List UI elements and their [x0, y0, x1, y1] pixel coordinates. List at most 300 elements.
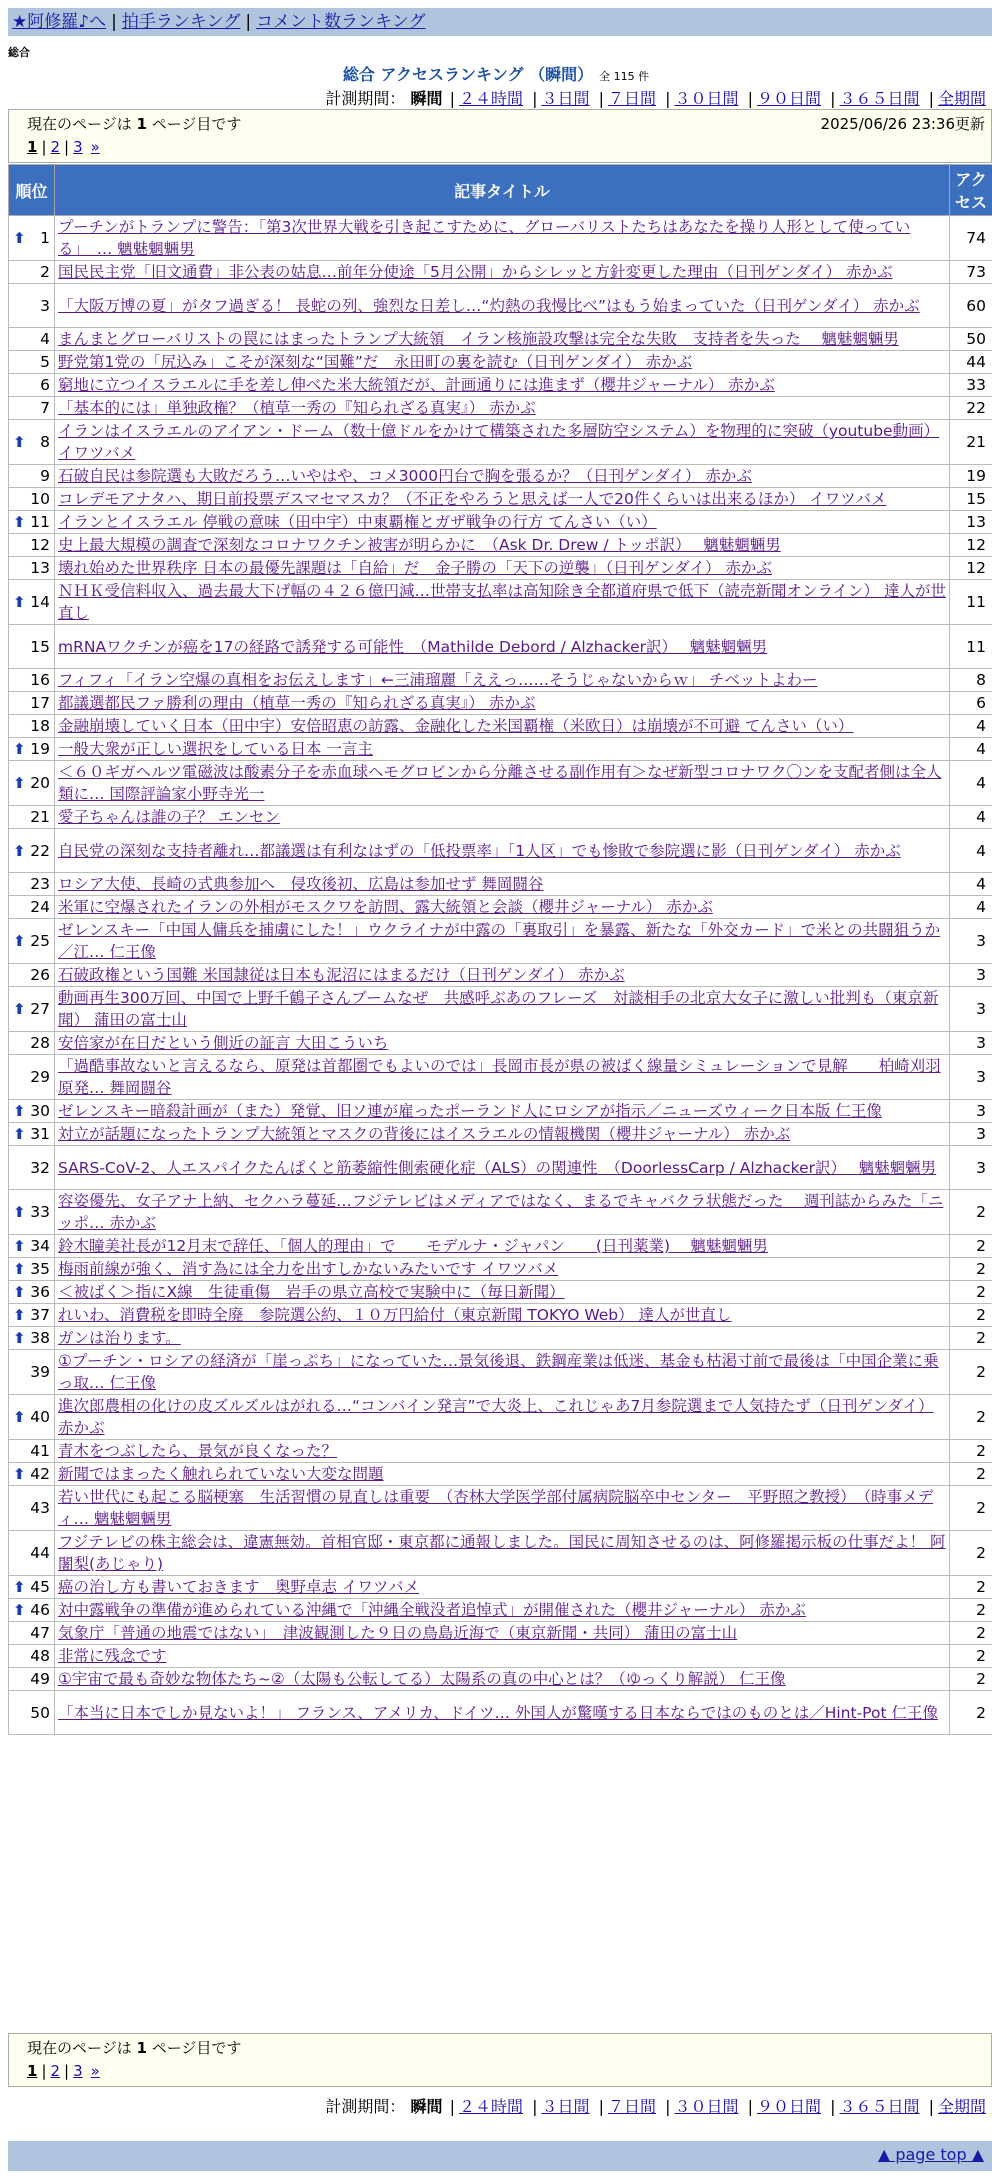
table-row [9, 1123, 992, 1146]
rank-up-arrow-icon: ⬆ [13, 1260, 26, 1278]
table-row [9, 1645, 992, 1668]
access-count: 2 [950, 1645, 992, 1668]
rank-cell [9, 829, 55, 873]
rank-number: 13 [30, 559, 50, 577]
table-row [9, 715, 992, 738]
period-link-all[interactable]: 全期間 [937, 2097, 986, 2116]
rank-number: 12 [30, 536, 50, 554]
rank-cell [9, 1146, 55, 1190]
rank-cell [9, 1350, 55, 1395]
pager-page-3[interactable]: 3 [73, 2062, 83, 2080]
article-link[interactable]: 容姿優先、女子アナ上納、セクハラ蔓延…フジテレビはメディアではなく、まるでキャバクラ状態だった 週刊誌からみた「ニッポ… 赤かぶ [58, 1192, 944, 1232]
rank-cell [9, 557, 55, 580]
rank-up-arrow-icon: ⬆ [13, 774, 26, 792]
article-link[interactable]: 青木をつぶしたら、景気が良くなった？ [58, 1442, 338, 1460]
top-nav-bar [8, 8, 992, 36]
table-row [9, 829, 992, 873]
rank-cell [9, 1032, 55, 1055]
period-label: 計測期間： [325, 89, 406, 108]
rank-number: 32 [30, 1158, 50, 1177]
page-title-text: 総合 アクセスランキング （瞬間） [342, 65, 594, 84]
rank-up-arrow-icon: ⬆ [13, 513, 26, 531]
table-row [9, 1463, 992, 1486]
rank-number: 8 [40, 433, 50, 451]
rank-number: 27 [30, 1000, 50, 1018]
rank-cell [9, 374, 55, 397]
table-row [9, 534, 992, 557]
rank-number: 29 [30, 1068, 50, 1086]
rank-number: 5 [40, 353, 50, 371]
table-row [9, 1350, 992, 1395]
rank-cell [9, 625, 55, 669]
rank-cell [9, 1599, 55, 1622]
article-link[interactable]: 「基本的には」単独政権？（植草一秀の『知られざる真実』） 赤かぶ [58, 399, 536, 417]
table-row [9, 488, 992, 511]
rank-cell [9, 692, 55, 715]
table-row [9, 625, 992, 669]
rank-cell [9, 465, 55, 488]
access-count: 2 [950, 1327, 992, 1350]
article-link[interactable]: 「過酷事故ないと言えるなら、原発は首都圏でもよいのでは」長岡市長が県の被ばく線量シミュレーションで見解 柏崎刈羽原発… 舞岡闘谷 [58, 1057, 941, 1097]
page-info-number: 1 [136, 115, 147, 133]
article-link[interactable]: フジテレビの株主総会は、違憲無効。首相官邸・東京都に通報しました。国民に周知させるのは、阿修羅掲示板の仕事だよ！ 阿闍梨(あじゃり) [58, 1533, 946, 1573]
access-count: 2 [950, 1622, 992, 1645]
article-link[interactable]: 安倍家が在日だという側近の証言 大田こういち [58, 1034, 389, 1052]
title-cell [55, 1146, 950, 1190]
rank-cell [9, 1531, 55, 1576]
rank-cell [9, 1235, 55, 1258]
rank-number: 16 [30, 671, 50, 689]
article-link[interactable]: ①宇宙で最も奇妙な物体たち~②（太陽も公転してる）太陽系の真の中心とは？（ゆっくり解説） 仁王像 [58, 1670, 786, 1688]
title-cell [55, 216, 950, 261]
period-link-7d[interactable]: ７日間 [607, 89, 656, 108]
period-link-3d[interactable]: ３日間 [541, 89, 590, 108]
title-cell [55, 625, 950, 669]
rank-number: 17 [30, 694, 50, 712]
article-link[interactable]: まんまとグローバリストの罠にはまったトランプ大統領 イラン核施設攻撃は完全な失敗 支持者を失った 魑魅魍魎男 [58, 330, 899, 348]
rank-cell [9, 1486, 55, 1531]
link-asyura-home[interactable]: ★阿修羅♪へ [12, 12, 107, 32]
article-link[interactable]: 対立が話題になったトランプ大統領とマスクの背後にはイスラエルの情報機関（櫻井ジャーナル） 赤かぶ [58, 1125, 791, 1143]
access-count: 4 [950, 715, 992, 738]
article-link[interactable]: 「大阪万博の夏」がタフ過ぎる！ 長蛇の列、強烈な日差し…“灼熱の我慢比べ”はもう始まっていた（日刊ゲンダイ） 赤かぶ [58, 296, 920, 315]
title-cell [55, 1440, 950, 1463]
table-row [9, 1304, 992, 1327]
period-link-7d[interactable]: ７日間 [607, 2097, 656, 2116]
access-count: 11 [950, 625, 992, 669]
table-row [9, 1599, 992, 1622]
title-cell [55, 1395, 950, 1440]
ranking-table-body [9, 216, 992, 1735]
pager-next[interactable]: » [90, 138, 100, 156]
article-link[interactable]: 窮地に立つイスラエルに手を差し伸べた米大統領だが、計画通りには進まず（櫻井ジャーナル） 赤かぶ [58, 376, 775, 394]
article-link[interactable]: ガンは治ります。 [58, 1329, 181, 1347]
period-selector-top: 計測期間： 瞬間 | ２４時間 | ３日間 | ７日間 | ３０日間 | ９０日間 | ３６５日間 | 全期間 [325, 89, 986, 108]
rank-up-arrow-icon: ⬆ [13, 1465, 26, 1483]
rank-cell [9, 534, 55, 557]
pager-page-3[interactable]: 3 [73, 138, 83, 156]
article-link[interactable]: イランはイスラエルのアイアン・ドーム（数十億ドルをかけて構築された多層防空システム）を物理的に突破（youtube動画） イワツバメ [58, 422, 940, 462]
article-link[interactable]: 非常に残念です [58, 1647, 167, 1665]
article-link[interactable]: 癌の治し方も書いておきます 奥野卓志 イワツバメ [58, 1578, 420, 1596]
title-cell [55, 1645, 950, 1668]
article-link[interactable]: 壊れ始めた世界秩序 日本の最優先課題は「自給」だ 金子勝の「天下の逆襲」（日刊ゲンダイ） 赤かぶ [58, 559, 772, 577]
article-link[interactable]: 一般大衆が正しい選択をしている日本 一言主 [58, 740, 373, 758]
article-link[interactable]: 鈴木瞳美社長が12月末で辞任、「個人的理由」で モデルナ・ジャパン (日刊薬業) 魑魅魍魎男 [58, 1237, 768, 1255]
rank-number: 42 [30, 1465, 50, 1483]
rank-number: 6 [40, 376, 50, 394]
rank-cell [9, 896, 55, 919]
table-row [9, 1531, 992, 1576]
article-link[interactable]: 新聞ではまったく触れられていない大変な問題 [58, 1465, 384, 1483]
period-link-24h[interactable]: ２４時間 [458, 89, 523, 108]
article-link[interactable]: 都議選都民ファ勝利の理由（植草一秀の『知られざる真実』） 赤かぶ [58, 694, 536, 712]
table-row [9, 669, 992, 692]
rank-number: 1 [40, 229, 50, 247]
access-count: 4 [950, 806, 992, 829]
rank-number: 48 [30, 1647, 50, 1665]
access-count: 12 [950, 534, 992, 557]
title-cell [55, 1531, 950, 1576]
total-count: 全 115 件 [599, 70, 650, 83]
nav-separator: | [245, 12, 252, 32]
article-link[interactable]: ＜６０ギガヘルツ電磁波は酸素分子を赤血球ヘモグロビンから分離させる副作用有＞なぜ新型コロナワク〇ンを支配者側は全人類に… 国際評論家小野寺光一 [58, 763, 942, 803]
title-cell [55, 1350, 950, 1395]
rank-cell [9, 1100, 55, 1123]
page-title [0, 62, 992, 85]
rank-cell [9, 669, 55, 692]
table-row [9, 1576, 992, 1599]
table-row [9, 465, 992, 488]
article-link[interactable]: 国民民主党「旧文通費」非公表の姑息…前年分使途「5月公開」からシレッと方針変更した理由（日刊ゲンダイ） 赤かぶ [58, 263, 893, 281]
article-link[interactable]: れいわ、消費税を即時全廃 参院選公約、１０万円給付（東京新聞 TOKYO Web） 達人が世直し [58, 1306, 732, 1324]
link-comment-ranking[interactable]: コメント数ランキング [256, 12, 426, 32]
rank-number: 34 [30, 1237, 50, 1255]
rank-cell [9, 328, 55, 351]
rank-number: 26 [30, 966, 50, 984]
pager-page-2[interactable]: 2 [50, 138, 61, 156]
period-link-90d[interactable]: ９０日間 [756, 89, 821, 108]
rank-cell [9, 1622, 55, 1645]
table-row [9, 964, 992, 987]
table-row [9, 1668, 992, 1691]
access-count: 2 [950, 1350, 992, 1395]
page-top-link[interactable]: ▲ page top ▲ [877, 2145, 984, 2164]
period-link-365d[interactable]: ３６５日間 [839, 89, 920, 108]
access-count: 2 [950, 1304, 992, 1327]
rank-number: 9 [40, 467, 50, 485]
article-link[interactable]: 石破自民は参院選も大敗だろう…いやはや、コメ3000円台で胸を張るか？（日刊ゲンダイ） 赤かぶ [58, 467, 752, 485]
access-count: 3 [950, 1100, 992, 1123]
title-cell [55, 1100, 950, 1123]
access-count: 2 [950, 1486, 992, 1531]
link-applause-ranking[interactable]: 拍手ランキング [121, 12, 241, 32]
access-count: 4 [950, 829, 992, 873]
article-link[interactable]: 史上最大規模の調査で深刻なコロナワクチン被害が明らかに （Ask Dr. Drew / トッポ訳） 魑魅魍魎男 [58, 536, 781, 554]
rank-up-arrow-icon: ⬆ [13, 229, 26, 247]
access-count: 15 [950, 488, 992, 511]
header-access: アクセス [950, 165, 992, 216]
rank-cell [9, 1123, 55, 1146]
page-info-suffix: ページ目です [151, 115, 242, 133]
rank-number: 35 [30, 1260, 50, 1278]
table-row [9, 1281, 992, 1304]
access-count: 3 [950, 1032, 992, 1055]
article-link[interactable]: ＜被ばく＞指にX線 生徒重傷 岩手の県立高校で実験中に（毎日新聞） [58, 1283, 565, 1301]
article-link[interactable]: 自民党の深刻な支持者離れ…都議選は有利なはずの「低投票率」「1人区」でも惨敗で参院選に影（日刊ゲンダイ） 赤かぶ [58, 841, 901, 860]
article-link[interactable]: 米軍に空爆されたイランの外相がモスクワを訪問、露大統領と会談（櫻井ジャーナル） 赤かぶ [58, 898, 713, 916]
rank-number: 50 [30, 1703, 50, 1722]
rank-up-arrow-icon: ⬆ [13, 1408, 26, 1426]
table-row [9, 761, 992, 806]
rank-number: 37 [30, 1306, 50, 1324]
access-count: 60 [950, 284, 992, 328]
period-link-30d[interactable]: ３０日間 [674, 89, 739, 108]
article-link[interactable]: 気象庁「普通の地震ではない」 津波観測した９日の鳥島近海で（東京新聞・共同） 蒲田の富士山 [58, 1624, 738, 1642]
rank-number: 11 [30, 513, 50, 531]
article-link[interactable]: 石破政権という国難 米国隷従は日本も泥沼にはまるだけ（日刊ゲンダイ） 赤かぶ [58, 966, 625, 984]
period-link-365d[interactable]: ３６５日間 [839, 2097, 920, 2116]
table-row [9, 1440, 992, 1463]
rank-number: 14 [30, 593, 50, 611]
rank-up-arrow-icon: ⬆ [13, 1578, 26, 1596]
rank-up-arrow-icon: ⬆ [13, 593, 26, 611]
article-link[interactable]: 梅雨前線が強く、消す為には全力を出すしかないみたいです イワツバメ [58, 1260, 559, 1278]
title-cell [55, 873, 950, 896]
title-cell [55, 1599, 950, 1622]
access-count: 2 [950, 1440, 992, 1463]
title-cell [55, 1304, 950, 1327]
rank-up-arrow-icon: ⬆ [13, 740, 26, 758]
table-row [9, 511, 992, 534]
rank-number: 23 [30, 875, 50, 893]
period-current: 瞬間 [410, 2097, 443, 2116]
rank-cell [9, 580, 55, 625]
article-link[interactable]: ＮＨＫ受信料収入、過去最大下げ幅の４２６億円減…世帯支払率は高知除き全都道府県で低下（読売新聞オンライン） 達人が世直し [58, 582, 946, 622]
rank-number: 41 [30, 1442, 50, 1460]
article-link[interactable]: 動画再生300万回、中国で上野千鶴子さんブームなぜ 共感呼ぶあのフレーズ 対談相手の北京大女子に激しい批判も（東京新聞） 蒲田の富士山 [58, 989, 939, 1029]
rank-number: 4 [40, 330, 50, 348]
rank-cell [9, 261, 55, 284]
article-link[interactable]: フィフィ「イラン空爆の真相をお伝えします」←三浦瑠麗「ええっ……そうじゃないからｗ」 チベットよわー [58, 671, 818, 689]
rank-number: 21 [30, 808, 50, 826]
rank-cell [9, 806, 55, 829]
title-cell [55, 328, 950, 351]
article-link[interactable]: ゼレンスキー「中国人傭兵を捕虜にした！」ウクライナが中露の「裏取引」を暴露、新たな「外交カード」で米との共闘狙うか／江… 仁王像 [58, 921, 941, 961]
table-row [9, 580, 992, 625]
access-count: 33 [950, 374, 992, 397]
header-rank: 順位 [9, 165, 55, 216]
rank-cell [9, 1691, 55, 1735]
access-count: 6 [950, 692, 992, 715]
rank-up-arrow-icon: ⬆ [13, 1306, 26, 1324]
access-count: 44 [950, 351, 992, 374]
rank-number: 24 [30, 898, 50, 916]
title-cell [55, 806, 950, 829]
rank-number: 25 [30, 932, 50, 950]
access-count: 2 [950, 1531, 992, 1576]
title-cell [55, 1486, 950, 1531]
title-cell [55, 1668, 950, 1691]
title-cell [55, 761, 950, 806]
title-cell [55, 1463, 950, 1486]
period-link-90d[interactable]: ９０日間 [756, 2097, 821, 2116]
rank-number: 30 [30, 1102, 50, 1120]
title-cell [55, 669, 950, 692]
rank-number: 46 [30, 1601, 50, 1619]
article-link[interactable]: mRNAワクチンが癌を17の経路で誘発する可能性 （Mathilde Debord / Alzhacker訳） 魑魅魍魎男 [58, 637, 768, 656]
article-link[interactable]: イランとイスラエル 停戦の意味（田中宇）中東覇権とガザ戦争の行方 てんさい（い） [58, 513, 657, 531]
table-row [9, 987, 992, 1032]
updated-timestamp: 2025/06/26 23:36更新 [820, 115, 985, 133]
rank-cell [9, 738, 55, 761]
access-count: 3 [950, 987, 992, 1032]
access-count: 11 [950, 580, 992, 625]
table-row [9, 1032, 992, 1055]
pager: 1 | 2 | 3 » [27, 138, 100, 156]
pager-next[interactable]: » [90, 2062, 100, 2080]
title-cell [55, 374, 950, 397]
period-link-3d[interactable]: ３日間 [541, 2097, 590, 2116]
article-link[interactable]: 「本当に日本でしか見ないよ！」 フランス、アメリカ、ドイツ… 外国人が驚嘆する日本ならではのものとは／Hint-Pot 仁王像 [58, 1703, 938, 1722]
rank-cell [9, 1281, 55, 1304]
article-link[interactable]: ロシア大使、長崎の式典参加へ 侵攻後初、広島は参加せず 舞岡闘谷 [58, 875, 544, 893]
period-link-30d[interactable]: ３０日間 [674, 2097, 739, 2116]
table-row [9, 328, 992, 351]
article-link[interactable]: コレデモアナタハ、期日前投票デスマセマスカ？（不正をやろうと思えば一人で20件くらいは出来るほか） イワツバメ [58, 490, 887, 508]
rank-up-arrow-icon: ⬆ [13, 932, 26, 950]
article-link[interactable]: SARS-CoV-2、人エスパイクたんぱくと筋萎縮性側索硬化症（ALS）の関連性 （DoorlessCarp / Alzhacker訳） 魑魅魍魎男 [58, 1158, 937, 1177]
rank-number: 49 [30, 1670, 50, 1688]
access-count: 4 [950, 738, 992, 761]
rank-number: 10 [30, 490, 50, 508]
access-count: 73 [950, 261, 992, 284]
access-count: 21 [950, 420, 992, 465]
rank-up-arrow-icon: ⬆ [13, 1102, 26, 1120]
article-link[interactable]: 愛子ちゃんは誰の子？ エンセン [58, 808, 280, 826]
title-cell [55, 511, 950, 534]
rank-number: 2 [40, 263, 50, 281]
rank-number: 47 [30, 1624, 50, 1642]
access-count: 4 [950, 873, 992, 896]
table-row [9, 420, 992, 465]
article-link[interactable]: 若い世代にも起こる脳梗塞 生活習慣の見直しは重要 （杏林大学医学部付属病院脳卒中センター 平野照之教授） （時事メディ… 魑魅魍魎男 [58, 1488, 934, 1528]
rank-number: 28 [30, 1034, 50, 1052]
rank-up-arrow-icon: ⬆ [13, 841, 26, 860]
rank-up-arrow-icon: ⬆ [13, 1329, 26, 1347]
table-row [9, 1486, 992, 1531]
title-cell [55, 896, 950, 919]
article-link[interactable]: ①プーチン・ロシアの経済が「崖っぷち」になっていた…景気後退、鉄鋼産業は低迷、基金も枯渇寸前で最後は「中国企業に乗っ取… 仁王像 [58, 1352, 939, 1392]
rank-up-arrow-icon: ⬆ [13, 1000, 26, 1018]
period-link-all[interactable]: 全期間 [937, 89, 986, 108]
rank-cell [9, 216, 55, 261]
rank-cell [9, 1668, 55, 1691]
rank-number: 15 [30, 637, 50, 656]
rank-up-arrow-icon: ⬆ [13, 1203, 26, 1221]
title-cell [55, 465, 950, 488]
access-count: 13 [950, 511, 992, 534]
article-link[interactable]: ゼレンスキー暗殺計画が（また）発覚、旧ソ連が雇ったポーランド人にロシアが指示／ニューズウィーク日本版 仁王像 [58, 1102, 882, 1120]
access-count: 2 [950, 1668, 992, 1691]
title-cell [55, 580, 950, 625]
table-row [9, 692, 992, 715]
table-row [9, 873, 992, 896]
title-cell [55, 1235, 950, 1258]
page-info-top [8, 109, 992, 163]
page-info-suffix: ページ目です [151, 2039, 242, 2057]
title-cell [55, 261, 950, 284]
rank-number: 19 [30, 740, 50, 758]
title-cell [55, 397, 950, 420]
title-cell [55, 1055, 950, 1100]
rank-up-arrow-icon: ⬆ [13, 1125, 26, 1143]
article-link[interactable]: 金融崩壊していく日本（田中宇）安倍昭恵の訪露、金融化した米国覇権（米欧日）は崩壊が不可避 てんさい（い） [58, 717, 854, 735]
rank-number: 33 [30, 1203, 50, 1221]
table-header-row [9, 165, 992, 216]
article-link[interactable]: プーチンがトランプに警告：「第3次世界大戦を引き起こすために、グローバリストたちはあなたを操り人形として使っている」 … 魑魅魍魎男 [58, 218, 911, 258]
rank-number: 22 [30, 841, 50, 860]
title-cell [55, 557, 950, 580]
page-info-number: 1 [136, 2039, 147, 2057]
table-row [9, 557, 992, 580]
rank-number: 44 [30, 1544, 50, 1562]
title-cell [55, 1576, 950, 1599]
table-row [9, 919, 992, 964]
table-row [9, 1258, 992, 1281]
rank-number: 39 [30, 1363, 50, 1381]
article-link[interactable]: 対中露戦争の準備が進められている沖縄で「沖縄全戦没者追悼式」が開催された（櫻井ジャーナル） 赤かぶ [58, 1601, 806, 1619]
period-link-24h[interactable]: ２４時間 [458, 2097, 523, 2116]
rank-cell [9, 1645, 55, 1668]
table-row [9, 1055, 992, 1100]
table-row [9, 1327, 992, 1350]
access-count: 4 [950, 896, 992, 919]
access-count: 74 [950, 216, 992, 261]
access-count: 2 [950, 1599, 992, 1622]
period-selector-bottom: 計測期間： 瞬間 | ２４時間 | ３日間 | ７日間 | ３０日間 | ９０日間 | ３６５日間 | 全期間 [325, 2097, 986, 2116]
page-info-prefix: 現在のページは [27, 2039, 132, 2057]
pager: 1 | 2 | 3 » [27, 2062, 100, 2080]
rank-cell [9, 284, 55, 328]
article-link[interactable]: 進次郎農相の化けの皮ズルズルはがれる…“コンバイン発言”で大炎上、これじゃあ7月参院選まで人気持たず（日刊ゲンダイ） 赤かぶ [58, 1397, 934, 1437]
footer-bar [8, 2141, 992, 2171]
rank-cell [9, 1304, 55, 1327]
table-row [9, 261, 992, 284]
table-row [9, 1691, 992, 1735]
rank-cell [9, 1258, 55, 1281]
access-count: 19 [950, 465, 992, 488]
article-link[interactable]: 野党第1党の「尻込み」こそが深刻な“国難”だ 永田町の裏を読む（日刊ゲンダイ） 赤かぶ [58, 353, 693, 371]
period-current: 瞬間 [410, 89, 443, 108]
category-label: 総合 [8, 46, 30, 59]
rank-number: 20 [30, 774, 50, 792]
title-cell [55, 987, 950, 1032]
header-title: 記事タイトル [55, 165, 950, 216]
table-row [9, 397, 992, 420]
table-row [9, 1622, 992, 1645]
pager-page-2[interactable]: 2 [50, 2062, 61, 2080]
rank-cell [9, 488, 55, 511]
access-count: 3 [950, 964, 992, 987]
rank-up-arrow-icon: ⬆ [13, 1601, 26, 1619]
table-row [9, 1100, 992, 1123]
rank-number: 18 [30, 717, 50, 735]
access-count: 3 [950, 1146, 992, 1190]
rank-cell [9, 964, 55, 987]
rank-cell [9, 1576, 55, 1599]
title-cell [55, 715, 950, 738]
